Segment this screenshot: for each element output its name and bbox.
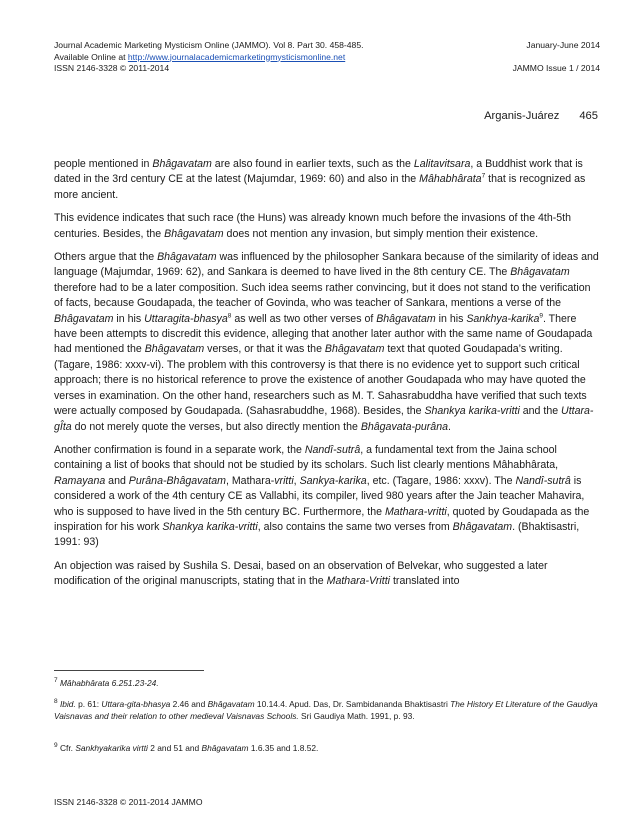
term-shankya-karika-vritti: Shankya karika-vritti [162, 520, 258, 533]
footnote-number: 8 [54, 698, 58, 706]
text-run: 2.46 and [170, 699, 208, 709]
journal-url-link[interactable]: http://www.journalacademicmarketingmysticismonline.net [127, 51, 346, 62]
text-run: is considered a work of the 4th century CE as Vallabhi, its compiler, lived 980 years after the Jain teacher Mahavira, who is supposed to have lived in the 5th century BC. Furthermore, the [54, 474, 585, 518]
text-run: Others argue that the [54, 251, 158, 264]
header-row-2 [54, 52, 600, 64]
footnote-divider [54, 670, 204, 671]
term-vritti: vritti [274, 474, 294, 487]
footnote-ibid: Ibid. [59, 699, 76, 709]
text-run: people mentioned in [54, 158, 153, 170]
term-shankya-karika-vritti: Shankya karika-vritti [424, 405, 520, 418]
text-run: 10.14.4. Apud. Das, Dr. Sambidananda Bhaktisastri [254, 699, 451, 709]
text-run: and [105, 474, 129, 487]
journal-date: January-June 2014 [526, 40, 600, 50]
term-bhagavatam: Bhâgavatam [376, 312, 436, 325]
running-head [0, 110, 598, 122]
text-run: . (Bhaktisastri, 1991: 93) [54, 520, 580, 549]
footnote-8 [54, 699, 602, 722]
term-bhagavatam: Bhâgavatam [152, 158, 212, 170]
text-run: 2 and 51 and [147, 743, 202, 753]
text-run: text that quoted Goudapada’s writing. (Tagare, 1986: xxxv-vi). The problem with this controversy is that there is no evidence yet to support such critical approach; there is no historical reference to prove the existence of another Goudapada who may have quoted the verses in examination. On the other hand, researchers such as M. T. Sahasrabuddha have verified that such texts were actually composed by Goudapada. (Sahasrabuddhe, 1968). Besides, the [54, 343, 587, 418]
term-sankhya-karika: Sankhya-karika [466, 312, 540, 325]
text-run: Cfr. [59, 743, 76, 753]
text-run: . [447, 420, 451, 433]
footnote-work: Uttara-gita-bhasya [101, 699, 171, 709]
term-mathara-vritti: Mathara-vritti [384, 505, 447, 518]
term-ramayana: Ramayana [54, 474, 106, 487]
term-bhagavatam: Bhâgavatam [54, 312, 114, 325]
text-run: was influenced by the philosopher Sankara because of the similarity of ideas and language (Majumdar, 1969: 62), and Sankara is deemed to have lived in the 8th century CE. The [54, 251, 599, 279]
footnote-ref-7[interactable]: 7 [481, 172, 486, 180]
text-run: verses, or that it was the [204, 343, 325, 356]
header-issn: ISSN 2146-3328 © 2011-2014 [54, 63, 170, 73]
text-run: that is recognized as more ancient. [54, 173, 586, 201]
text-run: , [293, 474, 300, 487]
text-run: and the [519, 405, 562, 418]
text-run: are also found in earlier texts, such as the [211, 158, 414, 170]
term-purana-bhagavatam: Purâna-Bhâgavatam [128, 474, 226, 487]
text-run: , Mathara- [225, 474, 275, 487]
term-mahabharata: Mâhabhârata [419, 173, 482, 186]
text-run: p. 61: [75, 699, 102, 709]
footnote-7 [54, 678, 602, 690]
journal-citation: Journal Academic Marketing Mysticism Online (JAMMO). Vol 8. Part 30. 458-485. [54, 40, 364, 50]
text-run: Sri Gaudiya Math. 1991, p. 93. [298, 710, 415, 721]
text-run: This evidence indicates that such race (the Huns) was already known much before the invasions of the 4th-5th centuries. Besides, the [54, 212, 572, 240]
footnote-work: Sankhyakarika virtti [75, 743, 148, 753]
term-nandi-sutra: Nandî-sutrâ [515, 474, 571, 487]
term-nandi-sutra: Nandî-sutrâ [304, 443, 361, 456]
term-bhagavatam: Bhâgavatam [324, 343, 385, 356]
text-run: do not merely quote the verses, but also directly mention the [71, 420, 361, 433]
text-run: in his [435, 312, 467, 325]
paragraph-1 [54, 157, 602, 203]
header-issue: JAMMO Issue 1 / 2014 [512, 63, 600, 73]
footnote-ref-9[interactable]: 9 [539, 312, 543, 320]
footnote-number: 9 [54, 742, 58, 750]
paragraph-5 [54, 559, 602, 590]
article-body [54, 157, 602, 598]
availability-prefix: Available Online at [54, 51, 128, 62]
text-run: therefore had to be a later composition. Such idea seems rather convincing, but it does not stand to the verification of facts, because Goudapada, the teacher of Govinda, who was teacher of Sankara, mentions a verse of the [54, 281, 591, 310]
journal-header [54, 40, 600, 75]
header-row-1 [54, 40, 600, 52]
term-bhagavatam: Bhâgavatam [157, 251, 217, 264]
text-run: , [555, 459, 559, 472]
text-run: , quoted by Goudapada as the inspiration for his work [54, 505, 590, 533]
term-bhagavatam: Bhâgavatam [452, 520, 513, 533]
term-bhagavata-purana: Bhâgavata-purâna [360, 420, 448, 433]
running-head-authors: Arganis-Juárez [484, 110, 560, 122]
text-run: Another confirmation is found in a separate work, the [54, 443, 305, 456]
paragraph-3 [54, 250, 602, 435]
footnote-text: Mâhabhârata 6.251.23-24. [59, 678, 159, 688]
term-uttaragita: Uttaragita- [144, 312, 194, 325]
page-footer: ISSN 2146-3328 © 2011-2014 JAMMO [54, 797, 203, 807]
term-bhasya: bhasya [193, 312, 228, 325]
term-bhagavatam: Bhâgavatam [164, 227, 224, 240]
footnote-work: Bhâgavatam [201, 743, 249, 753]
text-run: translated into [390, 575, 460, 588]
term-mathara-vritti: Mathara-Vritti [326, 575, 391, 588]
text-run: in his [113, 312, 145, 325]
text-run: An objection was raised by Sushila S. Desai, based on an observation of Belvekar, who suggested a later modification of the original manuscripts, stating that in the [54, 559, 548, 588]
text-run: 1.6.35 and 1.8.52. [248, 743, 319, 753]
text-run: does not mention any invasion, but simply mention their existence. [223, 227, 539, 240]
term-lalitavitsara: Lalitavitsara [413, 158, 471, 170]
footnote-ref-8[interactable]: 8 [227, 312, 232, 320]
page-number: 465 [579, 110, 598, 122]
term-mahabharata-plain: Mâhabhârata [492, 459, 556, 472]
text-run: as well as two other verses of [231, 312, 377, 325]
header-row-3 [54, 63, 600, 75]
term-sankya-karika: Sankya-karika [299, 474, 367, 487]
paragraph-4 [54, 443, 602, 551]
footnote-number: 7 [54, 677, 58, 685]
text-run: . There have been attempts to discredit this evidence, alleging that another later author with the same name of Goudapada had mentioned the [54, 312, 593, 356]
footnote-work: The History Et Literature of the Gaudiya Vaisnavas and their relation to other medieval Vaisnavas Schools. [54, 699, 598, 721]
term-bhagavatam: Bhâgavatam [144, 343, 205, 356]
footnote-work: Bhâgavatam [207, 699, 255, 709]
term-bhagavatam: Bhâgavatam [510, 266, 570, 279]
text-run: , etc. (Tagare, 1986: xxxv). The [366, 474, 516, 487]
text-run: , also contains the same two verses from [257, 520, 453, 533]
availability-line [54, 52, 345, 64]
paragraph-2 [54, 211, 602, 242]
text-run: , a fundamental text from the Jaina school containing a list of books that should not be studied by its scholars. Such list clearly mentions [54, 443, 557, 472]
footnote-9 [54, 743, 602, 755]
text-run: , a Buddhist work that is dated in the 3rd century CE at the latest (Majumdar, 1969: 60) and also in the [54, 158, 583, 186]
term-uttara-gita: Uttara-gÎta [54, 405, 594, 433]
